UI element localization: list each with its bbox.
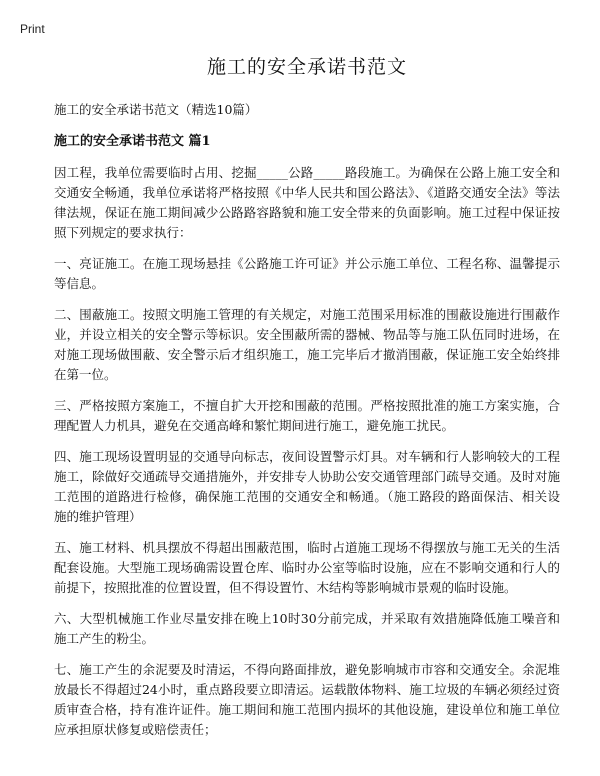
section-heading: 施工的安全承诺书范文 篇1 xyxy=(54,134,211,149)
paragraph-item-4: 四、施工现场设置明显的交通导向标志，夜间设置警示灯具。对车辆和行人影响较大的工程施工，除做好交通疏导交通措施外，并安排专人协助公安交通管理部门疏导交通。及时对施工范围的道路进行检修，确保施工范围的交通安全和畅通。（施工路段的路面保洁、相关设施的维护管理） xyxy=(54,449,560,524)
paragraph-intro: 因工程，我单位需要临时占用、挖掘_____公路_____路段施工。为确保在公路上施工安全和交通安全畅通，我单位承诺将严格按照《中华人民共和国公路法》、《道路交通安全法》等法律法规，保证在施工期间减少公路路容路貌和施工安全带来的负面影响。施工过程中保证按照下列规定的要求执行： xyxy=(54,165,560,240)
page-title: 施工的安全承诺书范文 xyxy=(206,56,407,78)
document-subtitle: 施工的安全承诺书范文（精选10篇） xyxy=(54,102,258,117)
paragraph-item-6: 六、大型机械施工作业尽量安排在晚上10时30分前完成，并采取有效措施降低施工噪音和施工产生的粉尘。 xyxy=(54,611,560,646)
paragraph-item-3: 三、严格按照方案施工，不擅自扩大开挖和围蔽的范围。严格按照批准的施工方案实施，合理配置人力机具，避免在交通高峰和繁忙期间进行施工，避免施工扰民。 xyxy=(54,398,560,433)
paragraph-item-7: 七、施工产生的余泥要及时清运，不得向路面排放，避免影响城市市容和交通安全。余泥堆放最长不得超过24小时，重点路段要立即清运。运载散体物料、施工垃圾的车辆必须经过资质审查合格，持有准许证件。施工期间和施工范围内损坏的其他设施，建设单位和施工单位应承担原状修复或赔偿责任； xyxy=(54,662,560,737)
document-page xyxy=(54,46,560,751)
print-link[interactable]: Print xyxy=(20,22,45,36)
paragraph-item-1: 一、亮证施工。在施工现场悬挂《公路施工许可证》并公示施工单位、工程名称、温馨提示等信息。 xyxy=(54,256,560,291)
paragraph-item-2: 二、围蔽施工。按照文明施工管理的有关规定，对施工范围采用标准的围蔽设施进行围蔽作业，并设立相关的安全警示等标识。安全围蔽所需的器械、物品等与施工队伍同时进场，在对施工现场做围蔽、安全警示后才组织施工，施工完毕后才撤消围蔽，保证施工安全始终排在第一位。 xyxy=(54,307,560,382)
paragraph-item-5: 五、施工材料、机具摆放不得超出围蔽范围，临时占道施工现场不得摆放与施工无关的生活配套设施。大型施工现场确需设置仓库、临时办公室等临时设施，应在不影响交通和行人的前提下，按照批准的位置设置，但不得设置竹、木结构等影响城市景观的临时设施。 xyxy=(54,540,560,595)
